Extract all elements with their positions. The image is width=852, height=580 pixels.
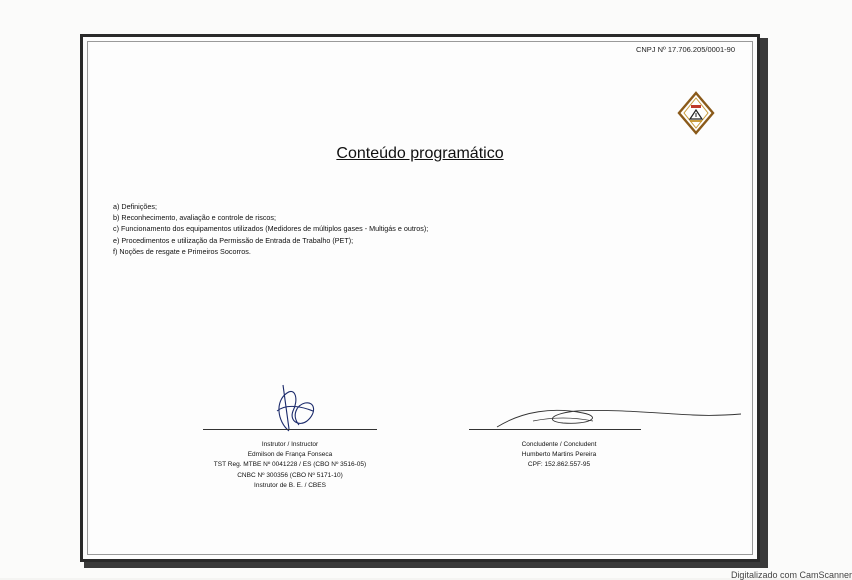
instructor-title: Instrutor de B. E. / CBES [254,481,326,489]
page-title: Conteúdo programático [336,145,504,162]
concludent-cpf: CPF: 152.862.557-95 [527,461,591,469]
concludent-signature [493,399,743,433]
instructor-signature [269,381,325,435]
instructor-cnbc: CNBC Nº 300356 (CBO Nº 5171-10) [237,471,343,479]
cnpj-label: CNPJ Nº 17.706.205/0001-90 [635,45,735,54]
list-item: a) Definições; [113,202,157,211]
scanner-watermark: Digitalizado com CamScanner [730,570,852,580]
instructor-registration: TST Reg. MTBE Nº 0041228 / ES (CBO Nº 3516-05) [213,461,367,469]
instructor-role: Instrutor / Instructor [261,441,319,448]
list-item: f) Noções de resgate e Primeiros Socorros. [113,246,251,256]
concludent-name: Humberto Martins Pereira [521,451,597,459]
concludent-role: Concludente / Concludent [521,441,597,448]
concludent-block [477,440,641,471]
instructor-signature-line [203,429,377,430]
instructor-name: Edmilson de França Fonseca [247,451,333,459]
list-item: c) Funcionamento dos equipamentos utilizados (Medidores de múltiplos gases - Multigás e outros); [113,224,429,234]
list-item: b) Reconhecimento, avaliação e controle de riscos; [113,213,277,223]
certificate-page [80,34,760,562]
syllabus-list [113,201,428,257]
instructor-block [183,440,397,491]
list-item: e) Procedimentos e utilização da Permissão de Entrada de Trabalho (PET); [113,235,354,245]
nr33-seal-logo [677,91,715,135]
concludent-signature-line [469,429,641,430]
